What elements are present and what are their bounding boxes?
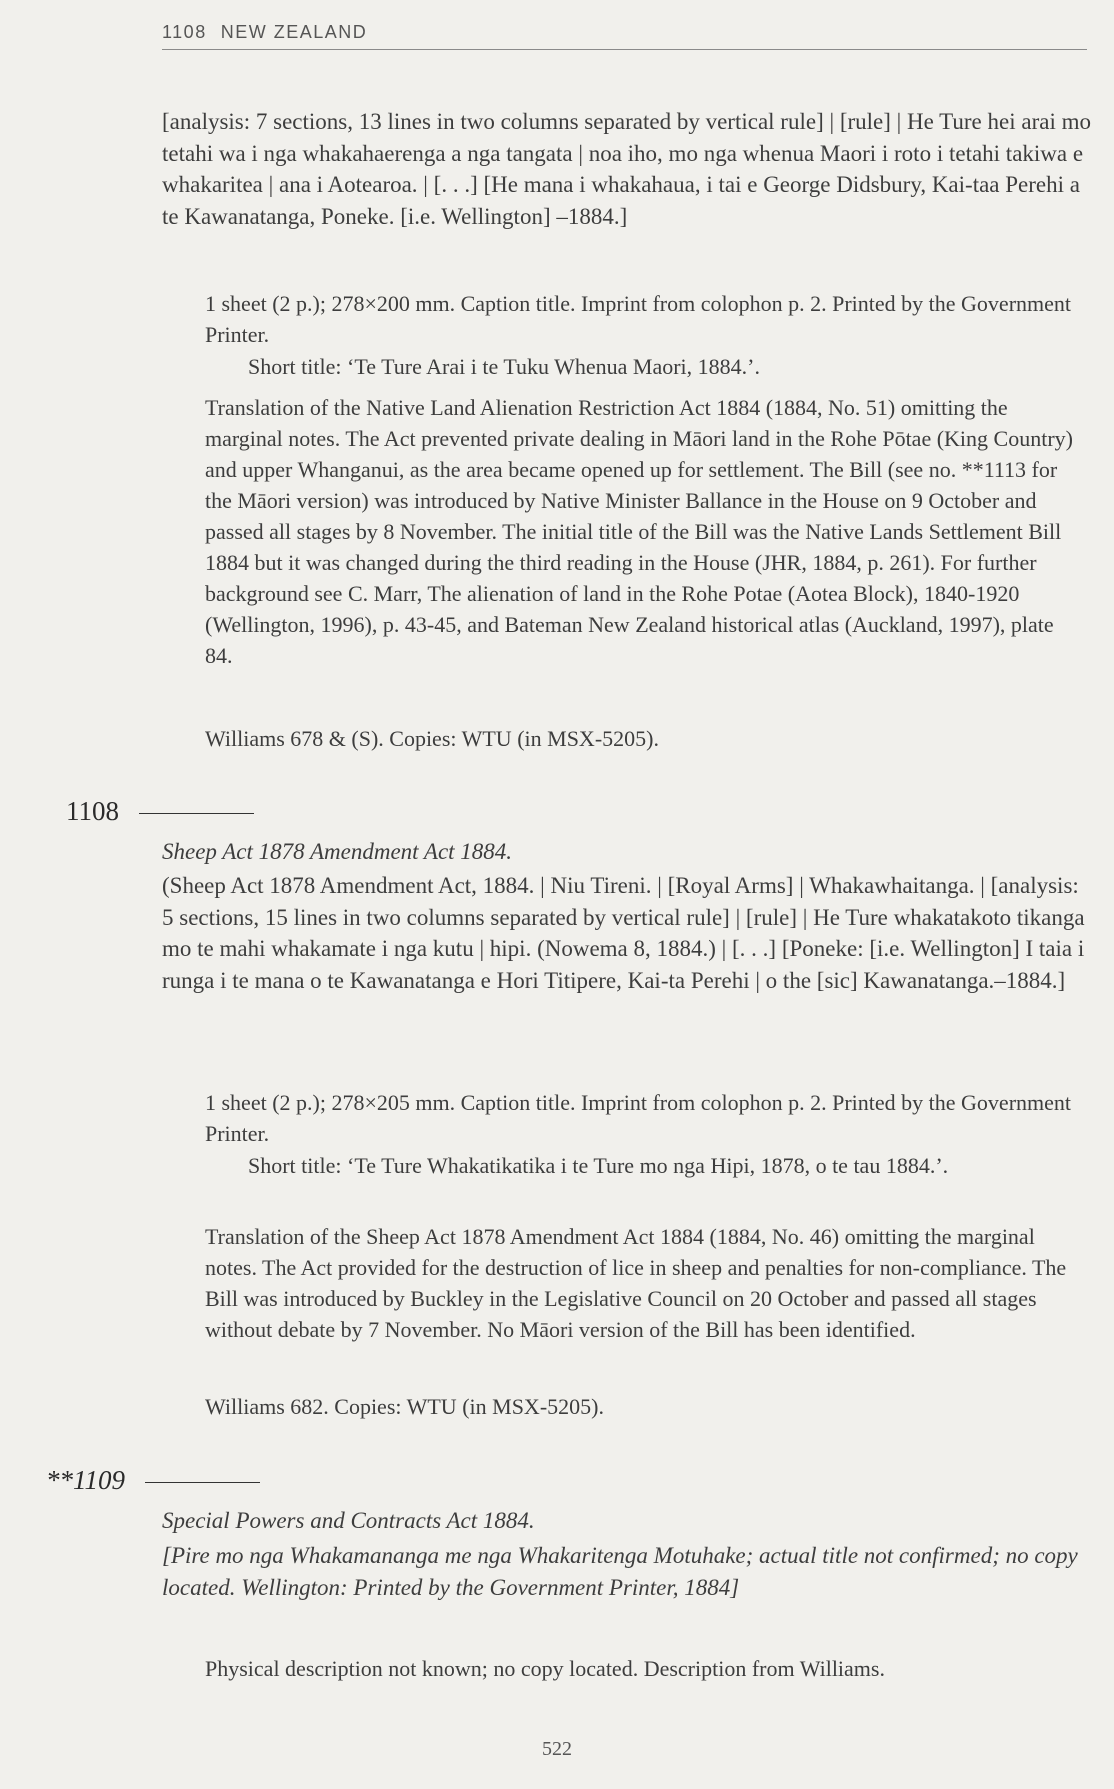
entry-1107-references: Williams 678 & (S). Copies: WTU (in MSX-5205). <box>205 726 659 751</box>
running-head-page: 1108 <box>162 22 207 42</box>
entry-1108-number-line <box>66 796 254 827</box>
entry-1109-title-text: Special Powers and Contracts Act 1884. <box>162 1508 535 1533</box>
entry-1108-dash <box>139 813 254 814</box>
entry-1109-transcription <box>162 1540 1092 1603</box>
entry-1109-transcription-text: [Pire mo nga Whakamananga me nga Whakaritenga Motuhake; actual title not confirmed; no copy located. Wellington: Printed by the Government Printer, 1884] <box>162 1543 1078 1600</box>
entry-1109-number: **1109 <box>46 1465 125 1495</box>
running-head-title: NEW ZEALAND <box>220 22 368 42</box>
entry-1108-number: 1108 <box>66 796 119 826</box>
running-head <box>162 22 1087 50</box>
entry-1107-note: Translation of the Native Land Alienation Restriction Act 1884 (1884, No. 51) omitting the marginal notes. The Act prevented private dealing in Māori land in the Rohe Pōtae (King Country) and upper Whanganui, as the area became opened up for settlement. The Bill (see no. **1113 for the Māori version) was introduced by Native Minister Ballance in the House on 9 October and passed all stages by 8 November. The initial title of the Bill was the Native Lands Settlement Bill 1884 but it was changed during the third reading in the House (JHR, 1884, p. 261). For further background see C. Marr, The alienation of land in the Rohe Potae (Aotea Block), 1840-1920 (Wellington, 1996), p. 43-45, and Bateman New Zealand historical atlas (Auckland, 1997), plate 84. <box>205 395 1073 668</box>
entry-1109-dash <box>145 1482 260 1483</box>
entry-1108-title-text: Sheep Act 1878 Amendment Act 1884. <box>162 839 513 864</box>
entry-1109-number-line <box>46 1465 260 1496</box>
entry-1108-title <box>162 836 1092 868</box>
page-number: 522 <box>542 1738 572 1760</box>
entry-1107-physical: 1 sheet (2 p.); 278×200 mm. Caption title. Imprint from colophon p. 2. Printed by the Government Printer. <box>205 291 1072 347</box>
entry-1108-references: Williams 682. Copies: WTU (in MSX-5205). <box>205 1394 604 1419</box>
entry-1108-physical: 1 sheet (2 p.); 278×205 mm. Caption title. Imprint from colophon p. 2. Printed by the Government Printer. <box>205 1090 1072 1146</box>
entry-1108-transcription: (Sheep Act 1878 Amendment Act, 1884. | Niu Tireni. | [Royal Arms] | Whakawhaitanga. | [analysis: 5 sections, 15 lines in two columns separated by vertical rule] | [rule] | He Ture whakatakoto tikanga mo te mahi whakamate i nga kutu | hipi. (Nowema 8, 1884.) | [. . .] [Poneke: [i.e. Wellington] I taia i runga i te mana o te Kawanatanga e Hori Titipere, Kai-ta Perehi | o the [sic] Kawanatanga.–1884.] <box>162 873 1085 993</box>
entry-1108-note: Translation of the Sheep Act 1878 Amendment Act 1884 (1884, No. 46) omitting the marginal notes. The Act provided for the destruction of lice in sheep and penalties for non-compliance. The Bill was introduced by Buckley in the Legislative Council on 20 October and passed all stages without debate by 7 November. No Māori version of the Bill has been identified. <box>205 1224 1067 1342</box>
entry-1107-transcription: [analysis: 7 sections, 13 lines in two columns separated by vertical rule] | [rule] | He Ture hei arai mo tetahi wa i nga whakahaerenga a nga tangata | noa iho, mo nga whenua Maori i roto i tetahi takiwa e whakaritea | ana i Aotearoa. | [. . .] [He mana i whakahaua, i tai e George Didsbury, Kai-taa Perehi a te Kawanatanga, Poneke. [i.e. Wellington] –1884.] <box>162 109 1091 229</box>
entry-1109-physical: Physical description not known; no copy located. Description from Williams. <box>205 1656 885 1681</box>
entry-1109-title <box>162 1505 1092 1537</box>
entry-1107-short-title: Short title: ‘Te Ture Arai i te Tuku Whenua Maori, 1884.’. <box>248 354 760 379</box>
entry-1108-short-title: Short title: ‘Te Ture Whakatikatika i te Ture mo nga Hipi, 1878, o te tau 1884.’. <box>248 1153 949 1178</box>
